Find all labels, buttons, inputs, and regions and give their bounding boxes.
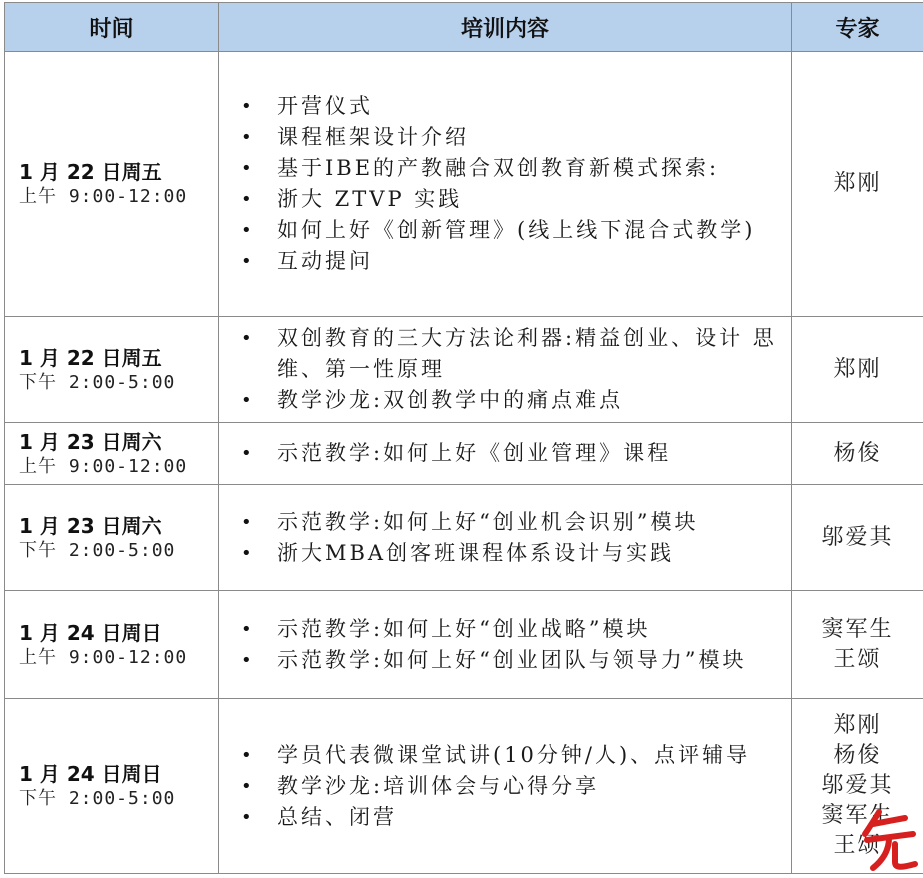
expert-cell [792,52,923,317]
time-cell [5,699,219,874]
date-label: 1 月 24 日周日 [19,620,162,645]
session-time: 上午 9:00-12:00 [19,646,188,668]
session-time: 上午 9:00-12:00 [19,186,188,207]
session-time: 下午 2:00-5:00 [19,788,176,809]
content-list [219,438,781,469]
table-header [5,3,923,52]
schedule-row [5,317,923,423]
schedule-row [5,423,923,485]
content-item: • 示范教学:如何上好“创业战略”模块 [219,614,781,645]
schedule-row [5,699,923,874]
content-list [219,91,781,277]
time-cell [5,317,219,423]
expert-name: 邬爱其 [821,773,894,798]
session-time: 下午 2:00-5:00 [19,371,176,393]
content-cell [219,423,792,485]
schedule-row [5,485,923,591]
date-label: 1 月 24 日周日 [19,762,162,786]
schedule-row [5,52,923,317]
content-item: • 课程框架设计介绍 [219,122,781,153]
date-label: 1 月 22 日周五 [19,345,162,370]
header-row [5,3,923,52]
time-cell [5,485,219,591]
training-schedule-table [4,2,923,874]
expert-name: 窦军生 [821,616,894,642]
content-list [219,740,781,833]
header-time: 时间 [5,3,219,52]
expert-name: 王颂 [833,646,882,672]
time-cell [5,423,219,485]
table-body [5,52,923,874]
content-item: • 基于IBE的产教融合双创教育新模式探索: [219,153,781,184]
content-item: • 示范教学:如何上好《创业管理》课程 [219,438,781,469]
expert-cell [792,591,923,699]
content-cell [219,485,792,591]
content-item: • 互动提问 [219,246,781,277]
content-item: • 如何上好《创新管理》(线上线下混合式教学) [219,215,781,246]
header-expert: 专家 [792,3,923,52]
expert-name: 窦军生 [821,803,894,828]
session-time: 上午 9:00-12:00 [19,455,188,477]
content-item: • 学员代表微课堂试讲(10分钟/人)、点评辅导 [219,740,781,771]
expert-cell [792,485,923,591]
content-item: • 示范教学:如何上好“创业团队与领导力”模块 [219,645,781,676]
content-cell [219,591,792,699]
expert-name: 郑刚 [833,356,882,382]
expert-name: 杨俊 [833,440,882,466]
expert-name: 杨俊 [833,743,882,768]
expert-name: 郑刚 [833,171,882,196]
content-item: • 教学沙龙:培训体会与心得分享 [219,771,781,802]
content-item: • 教学沙龙:双创教学中的痛点难点 [219,385,781,416]
time-cell [5,591,219,699]
expert-cell [792,423,923,485]
red-logo-mark-icon [859,804,921,874]
content-cell [219,317,792,423]
content-cell [219,52,792,317]
content-list [219,614,781,676]
content-item: • 浙大 ZTVP 实践 [219,184,781,215]
header-content: 培训内容 [219,3,792,52]
content-item: • 浙大MBA创客班课程体系设计与实践 [219,538,781,569]
expert-name: 王颂 [833,833,882,858]
content-item: • 开营仪式 [219,91,781,122]
content-cell [219,699,792,874]
date-label: 1 月 22 日周五 [19,160,162,184]
content-list [219,507,781,569]
expert-name: 郑刚 [833,713,882,738]
content-item: • 总结、闭营 [219,802,781,833]
content-list [219,323,781,416]
date-label: 1 月 23 日周六 [19,513,162,538]
expert-name: 邬爱其 [821,524,894,550]
schedule-row [5,591,923,699]
expert-cell [792,317,923,423]
session-time: 下午 2:00-5:00 [19,539,176,561]
time-cell [5,52,219,317]
content-item: • 示范教学:如何上好“创业机会识别”模块 [219,507,781,538]
content-item: • 双创教育的三大方法论利器:精益创业、设计 思维、第一性原理 [219,323,781,385]
date-label: 1 月 23 日周六 [19,429,162,454]
